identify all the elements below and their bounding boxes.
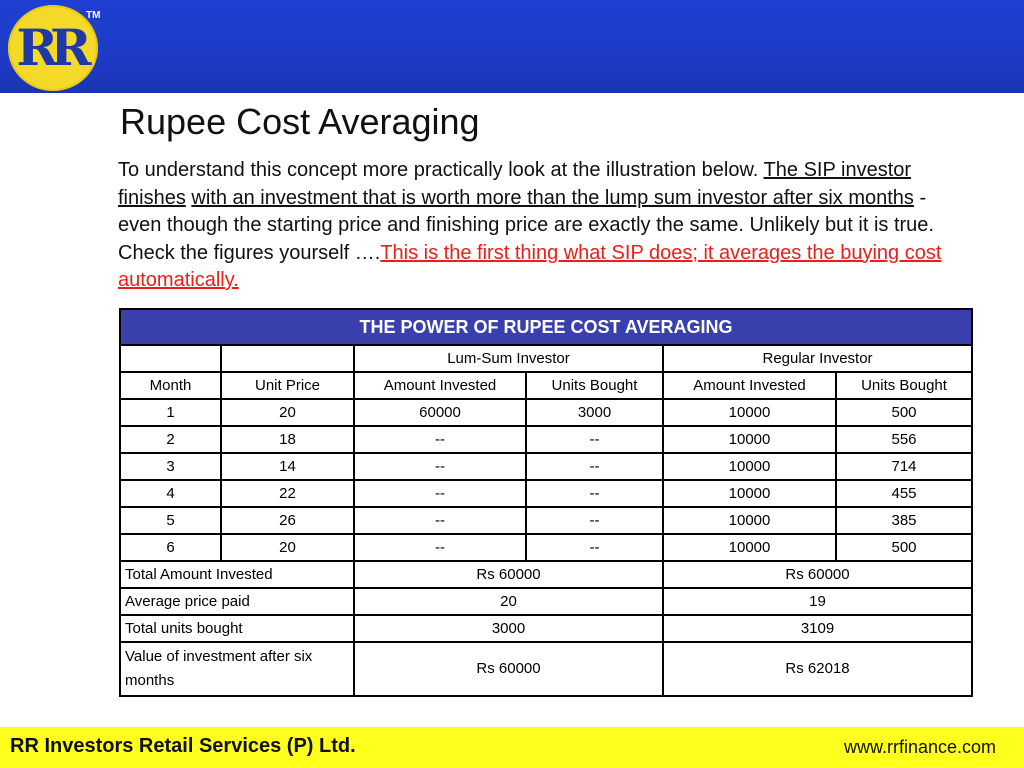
group-regular-header: Regular Investor (663, 345, 972, 372)
summary-regular-value: Rs 62018 (663, 642, 972, 696)
intro-underline-1: The SIP investor finishes (118, 159, 912, 209)
summary-lumpsum-value: 20 (354, 588, 663, 615)
table-cell: 10000 (663, 534, 836, 561)
table-cell: 10000 (663, 453, 836, 480)
summary-lumpsum-value: Rs 60000 (354, 561, 663, 588)
summary-row (120, 561, 972, 588)
summary-label: Total Amount Invested (120, 561, 354, 588)
company-name: RR Investors Retail Services (P) Ltd. (10, 735, 356, 757)
table-banner-row (120, 309, 972, 345)
summary-label: Average price paid (120, 588, 354, 615)
table-cell: -- (526, 453, 663, 480)
footer-bar (0, 727, 1024, 768)
table-cell: 10000 (663, 480, 836, 507)
column-header-row (120, 372, 972, 399)
table-cell: 14 (221, 453, 354, 480)
summary-regular-value: 3109 (663, 615, 972, 642)
table-cell: 385 (836, 507, 972, 534)
table-cell: -- (354, 426, 526, 453)
column-header: Units Bought (836, 372, 972, 399)
column-header: Units Bought (526, 372, 663, 399)
table-cell: 500 (836, 399, 972, 426)
empty-header-cell (120, 345, 221, 372)
table-row (120, 534, 972, 561)
table-row (120, 399, 972, 426)
intro-underline-2: with an investment that is worth more than the lump sum investor after six months (191, 186, 914, 209)
summary-row (120, 642, 972, 696)
table-cell: 455 (836, 480, 972, 507)
table-row (120, 480, 972, 507)
table-cell: 6 (120, 534, 221, 561)
header-bar (0, 0, 1024, 93)
website-link[interactable]: www.rrfinance.com (843, 737, 996, 757)
rupee-cost-averaging-table (119, 308, 973, 697)
table-cell: 500 (836, 534, 972, 561)
summary-lumpsum-value: 3000 (354, 615, 663, 642)
table-cell: 18 (221, 426, 354, 453)
empty-header-cell (221, 345, 354, 372)
table-banner: THE POWER OF RUPEE COST AVERAGING (120, 309, 972, 345)
table-cell: -- (354, 534, 526, 561)
column-header: Amount Invested (354, 372, 526, 399)
table-cell: 26 (221, 507, 354, 534)
table-cell: 2 (120, 426, 221, 453)
table-cell: 3000 (526, 399, 663, 426)
summary-label: Value of investment after six months (120, 642, 354, 696)
column-header: Month (120, 372, 221, 399)
logo-letters: RR (16, 18, 84, 77)
table-cell: 22 (221, 480, 354, 507)
summary-label: Total units bought (120, 615, 354, 642)
summary-regular-value: Rs 60000 (663, 561, 972, 588)
intro-paragraph (118, 157, 958, 295)
table-row (120, 453, 972, 480)
intro-text: To understand this concept more practically look at the illustration below. (118, 159, 764, 181)
table-cell: -- (526, 480, 663, 507)
rr-logo-icon (8, 5, 101, 91)
table-cell: -- (526, 507, 663, 534)
table-row (120, 507, 972, 534)
table-cell: 1 (120, 399, 221, 426)
table-cell: 10000 (663, 507, 836, 534)
column-header: Amount Invested (663, 372, 836, 399)
table-cell: -- (354, 453, 526, 480)
slide-title: Rupee Cost Averaging (120, 101, 480, 142)
table-cell: -- (354, 480, 526, 507)
group-header-row (120, 345, 972, 372)
table-cell: 20 (221, 399, 354, 426)
column-header: Unit Price (221, 372, 354, 399)
table-row (120, 426, 972, 453)
table-cell: 20 (221, 534, 354, 561)
table-cell: 5 (120, 507, 221, 534)
table-cell: -- (526, 534, 663, 561)
intro-text-3: - even though the starting price and finishing price are exactly the same. Unlikely but it is true. Check the figures yourself …. (118, 186, 934, 264)
trademark-mark: TM (86, 10, 101, 21)
table-cell: 714 (836, 453, 972, 480)
table-cell: 60000 (354, 399, 526, 426)
table-cell: -- (354, 507, 526, 534)
group-lumpsum-header: Lum-Sum Investor (354, 345, 663, 372)
table-cell: 10000 (663, 426, 836, 453)
table-cell: -- (526, 426, 663, 453)
table-cell: 556 (836, 426, 972, 453)
summary-regular-value: 19 (663, 588, 972, 615)
table-cell: 10000 (663, 399, 836, 426)
table-cell: 4 (120, 480, 221, 507)
summary-row (120, 588, 972, 615)
intro-highlight: This is the first thing what SIP does; it averages the buying cost automatically. (118, 241, 942, 291)
summary-row (120, 615, 972, 642)
summary-lumpsum-value: Rs 60000 (354, 642, 663, 696)
table-cell: 3 (120, 453, 221, 480)
